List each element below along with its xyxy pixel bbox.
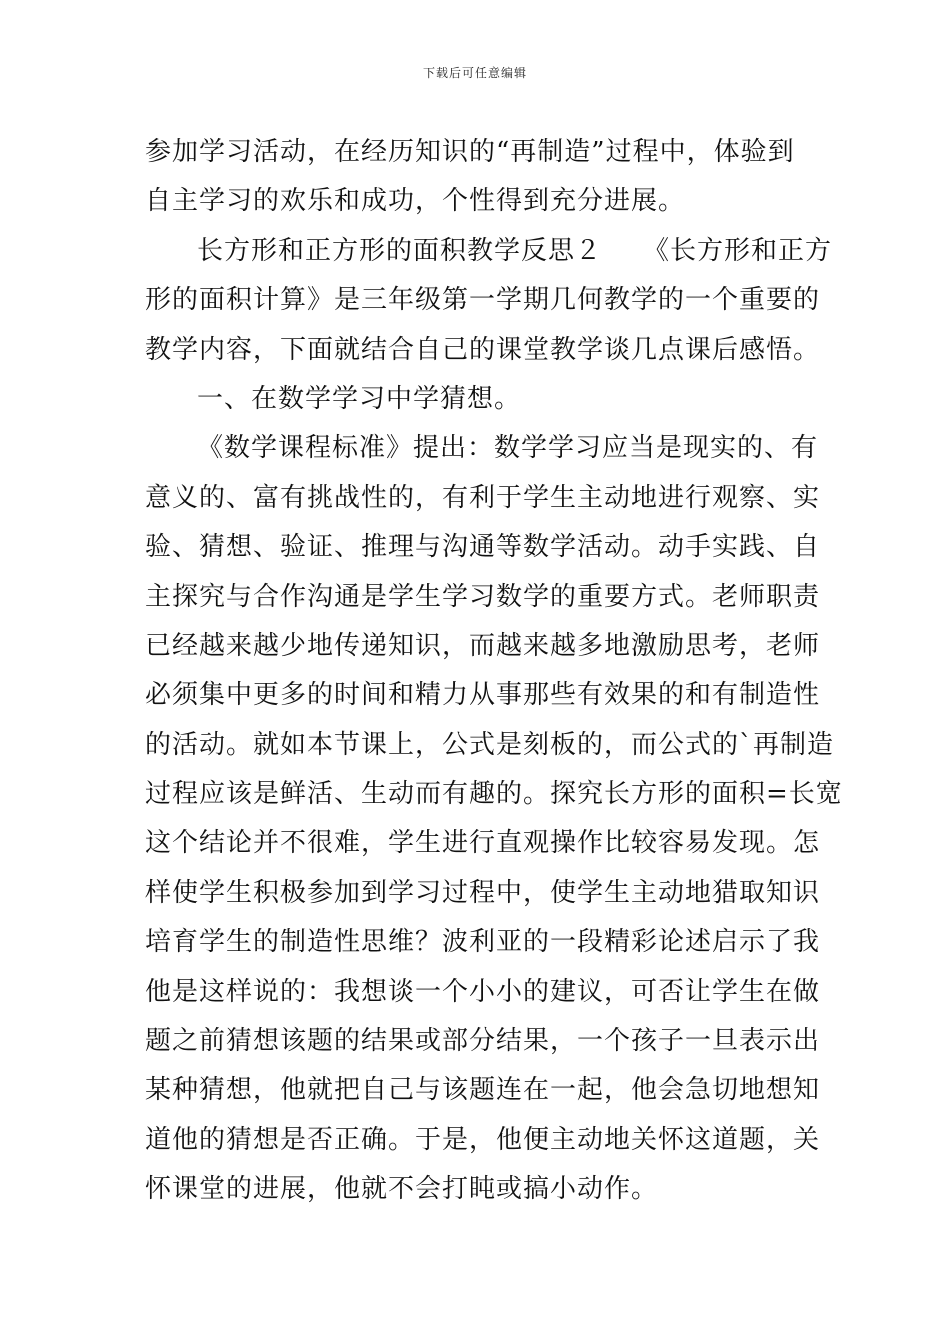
document-body	[145, 128, 843, 1215]
heading-line: 一、在数学学习中学猜想。	[197, 383, 522, 414]
text-line: 某种猜想，他就把自己与该题连在一起，他会急切地想知	[145, 1075, 821, 1106]
text-line: 的活动。就如本节课上，公式是刻板的，而公式的`再制造	[145, 729, 835, 760]
text-line: 主探究与合作沟通是学生学习数学的重要方式。老师职责	[145, 581, 821, 612]
page-header: 下载后可任意编辑	[422, 66, 527, 80]
text-line: 《数学课程标准》提出：数学学习应当是现实的、有	[197, 433, 819, 464]
text-line: 意义的、富有挑战性的，有利于学生主动地进行观察、实	[145, 482, 821, 513]
text-line: 形的面积计算》是三年级第一学期几何教学的一个重要的	[145, 285, 821, 316]
text-line: 自主学习的欢乐和成功，个性得到充分进展。	[145, 186, 686, 217]
text-line: 这个结论并不很难，学生进行直观操作比较容易发现。怎	[145, 828, 821, 859]
section-title-line: 长方形和正方形的面积教学反思２ 《长方形和正方	[197, 235, 833, 266]
text-line: 怀课堂的进展，他就不会打盹或搞小动作。	[145, 1174, 659, 1205]
text-line: 道他的猜想是否正确。于是，他便主动地关怀这道题，关	[145, 1124, 821, 1155]
text-line: 培育学生的制造性思维？波利亚的一段精彩论述启示了我	[145, 927, 821, 958]
text-line: 已经越来越少地传递知识，而越来越多地激励思考，老师	[145, 630, 821, 661]
text-line: 他是这样说的：我想谈一个小小的建议，可否让学生在做	[145, 976, 821, 1007]
text-line: 必须集中更多的时间和精力从事那些有效果的和有制造性	[145, 680, 821, 711]
text-line: 题之前猜想该题的结果或部分结果，一个孩子一旦表示出	[145, 1026, 821, 1057]
text-line: 验、猜想、验证、推理与沟通等数学活动。动手实践、自	[145, 532, 821, 563]
text-line: 教学内容，下面就结合自己的课堂教学谈几点课后感悟。	[145, 334, 821, 365]
text-line: 参加学习活动，在经历知识的“再制造”过程中，体验到	[145, 137, 795, 167]
text-line: 过程应该是鲜活、生动而有趣的。探究长方形的面积=长宽	[145, 779, 843, 810]
text-line: 样使学生积极参加到学习过程中，使学生主动地猎取知识	[145, 877, 821, 908]
